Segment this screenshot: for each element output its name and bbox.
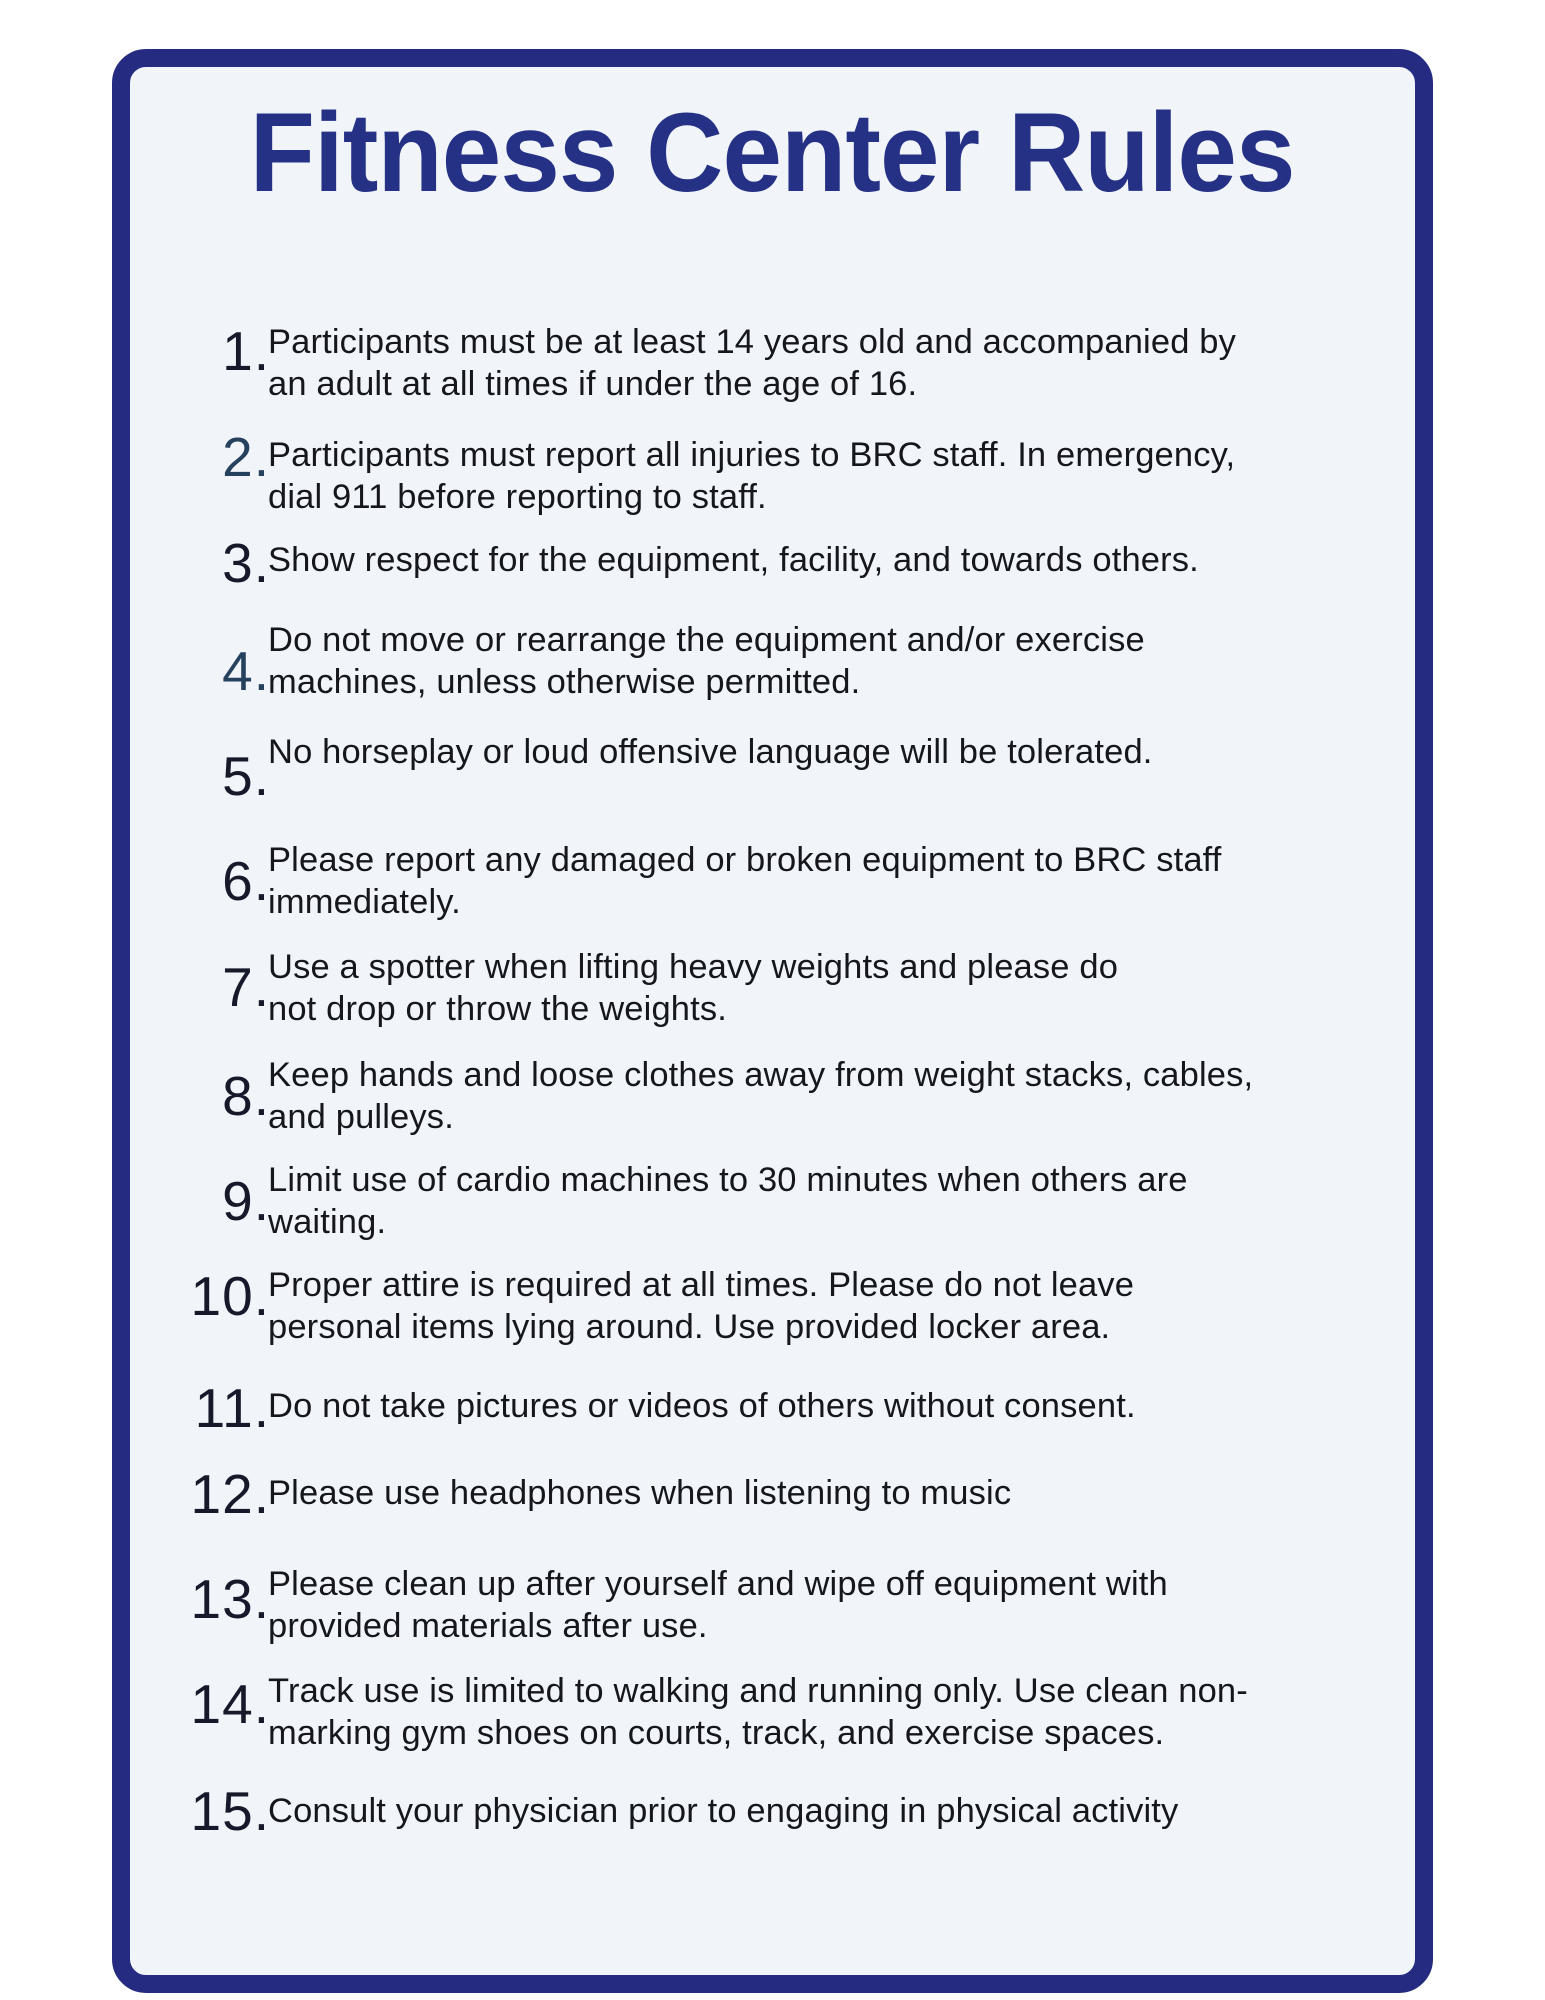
rule-text-line: and pulleys. [268, 1098, 454, 1136]
rule-text-line: provided materials after use. [268, 1607, 708, 1645]
rule-text-line: Please report any damaged or broken equipment to BRC staff [268, 841, 1222, 879]
rule-text [268, 839, 1222, 923]
rule-text-line: Participants must be at least 14 years old and accompanied by [268, 323, 1237, 361]
rule-number: 3. [222, 532, 270, 594]
rule-number: 10. [190, 1265, 270, 1327]
rule-text [268, 1054, 1253, 1138]
rule-text-line: Participants must report all injuries to BRC staff. In emergency, [268, 436, 1236, 474]
rule-text-line: marking gym shoes on courts, track, and exercise spaces. [268, 1714, 1165, 1752]
rule-number: 8. [222, 1065, 270, 1127]
rule-text [268, 539, 1199, 581]
rule-text [268, 1264, 1134, 1348]
rule-number: 12. [190, 1463, 270, 1525]
rule-number: 1. [222, 320, 270, 382]
rule-text [268, 731, 1153, 773]
rules-sign [112, 49, 1433, 1993]
rule-text-line: not drop or throw the weights. [268, 990, 727, 1028]
rule-number: 15. [190, 1780, 270, 1842]
rule-text-line: Do not move or rearrange the equipment and/or exercise [268, 621, 1145, 659]
rule-text [268, 1670, 1248, 1754]
rule-number: 14. [190, 1673, 270, 1735]
rule-text-line: Keep hands and loose clothes away from weight stacks, cables, [268, 1056, 1254, 1094]
rule-number: 7. [222, 956, 270, 1018]
rule-text-line: No horseplay or loud offensive language will be tolerated. [268, 733, 1153, 771]
rule-number: 4. [222, 640, 270, 702]
rule-text-line: Do not take pictures or videos of others without consent. [268, 1387, 1136, 1425]
page-title-text: Fitness Center Rules [250, 90, 1295, 215]
rule-text-line: Use a spotter when lifting heavy weights and please do [268, 948, 1119, 986]
rule-text [268, 1385, 1136, 1427]
rule-text [268, 1472, 1011, 1514]
rule-text-line: Please clean up after yourself and wipe off equipment with [268, 1565, 1168, 1603]
rule-text-line: Proper attire is required at all times. Please do not leave [268, 1266, 1135, 1304]
rule-text-line: Show respect for the equipment, facility, and towards others. [268, 541, 1199, 579]
rule-number: 5. [222, 745, 270, 807]
rule-text [268, 946, 1118, 1030]
rule-text [268, 1159, 1188, 1243]
rule-number: 6. [222, 850, 270, 912]
rule-text-line: Track use is limited to walking and running only. Use clean non- [268, 1672, 1248, 1710]
rule-text-line: waiting. [268, 1203, 387, 1241]
rule-number: 9. [222, 1170, 270, 1232]
rule-text-line: personal items lying around. Use provided locker area. [268, 1308, 1111, 1346]
rule-text-line: dial 911 before reporting to staff. [268, 478, 767, 516]
rule-number: 2. [222, 426, 270, 488]
rule-text-line: machines, unless otherwise permitted. [268, 663, 861, 701]
rule-text [268, 619, 1145, 703]
rule-text-line: immediately. [268, 883, 461, 921]
rule-text-line: Limit use of cardio machines to 30 minutes when others are [268, 1161, 1188, 1199]
rule-text [268, 1790, 1178, 1832]
rule-text [268, 1563, 1168, 1647]
rule-text [268, 434, 1235, 518]
rule-text-line: Consult your physician prior to engaging in physical activity [268, 1792, 1179, 1830]
rule-text-line: Please use headphones when listening to music [268, 1474, 1012, 1512]
rule-text [268, 321, 1236, 405]
rule-number: 11. [194, 1377, 270, 1439]
rule-number: 13. [190, 1568, 270, 1630]
rule-text-line: an adult at all times if under the age of 16. [268, 365, 918, 403]
